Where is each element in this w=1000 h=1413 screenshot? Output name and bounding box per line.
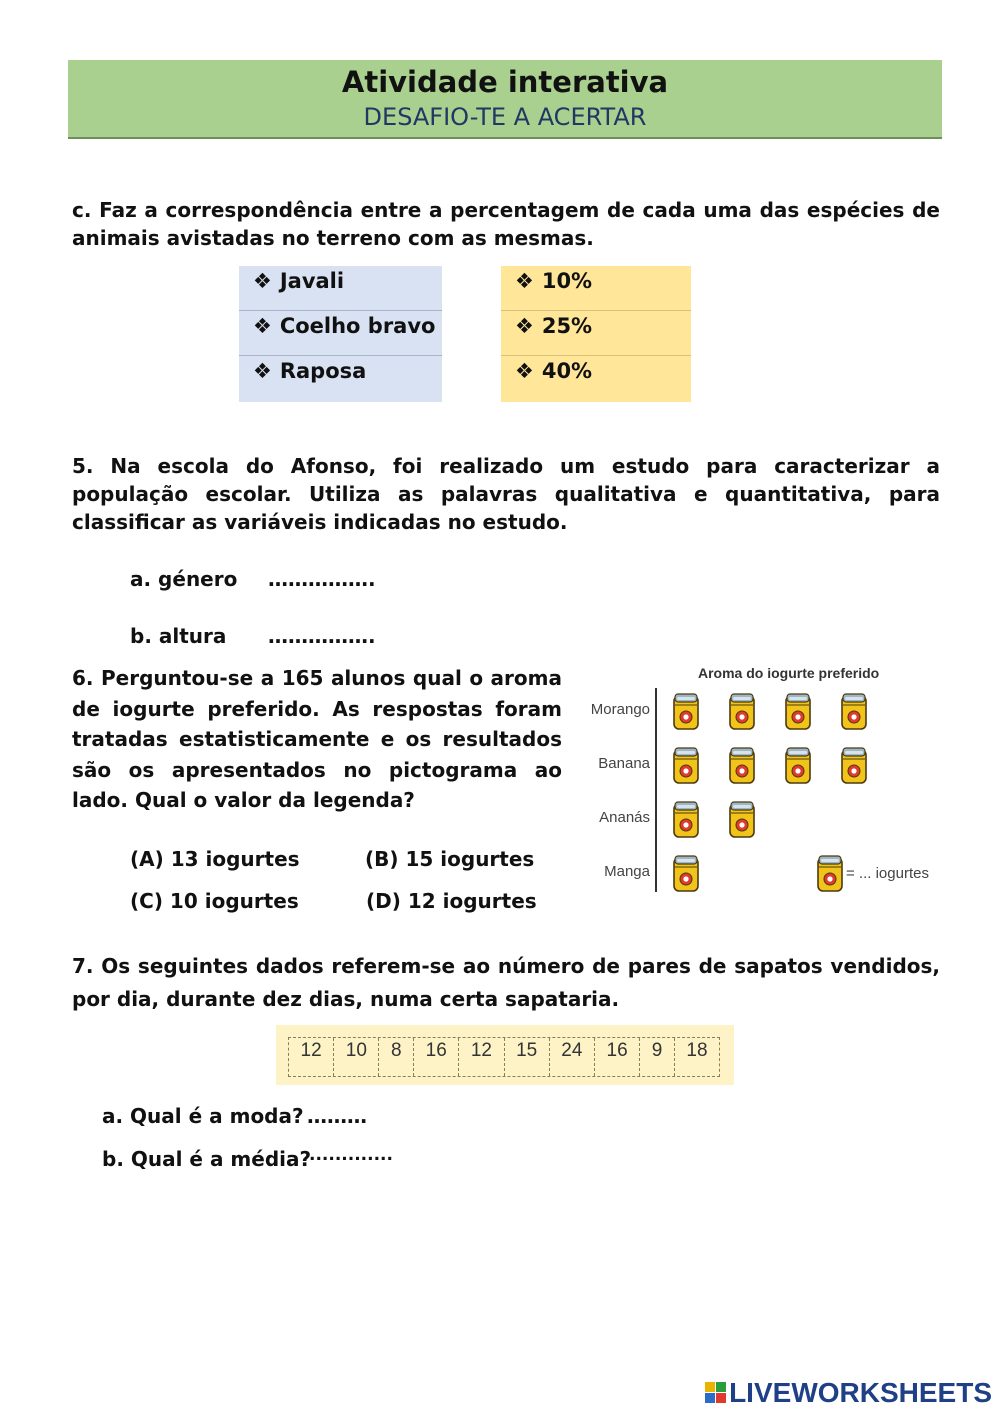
yogurt-cup-icon [784,747,812,785]
data-cell: 8 [379,1038,414,1076]
data-cell: 15 [505,1038,550,1076]
q5-answer-a[interactable]: ……………. [268,567,376,591]
q7-item-a: a. Qual é a moda? [102,1104,304,1128]
question-c-text: c. Faz a correspondência entre a percentagem de cada uma das espécies de animais avistadas no terreno com as mesmas. [72,198,940,250]
question-5-text: 5. Na escola do Afonso, foi realizado um estudo para caracterizar a população escolar. Utiliza as palavras qualitativa e quantitativa, para classificar as variáveis indicadas no estudo. [72,454,940,534]
q7-answer-a[interactable]: ……… [307,1104,367,1128]
diamond-bullet-icon: ❖ [515,359,534,383]
yogurt-cup-icon [840,693,868,731]
liveworksheets-logo: LIVEWORKSHEETS [705,1377,992,1409]
chart-axis [655,688,657,892]
q5-answer-b[interactable]: ……………. [268,624,376,648]
option-d[interactable]: (D) 12 iogurtes [366,889,537,913]
yogurt-cup-icon [784,693,812,731]
category-label: Banana [598,755,650,772]
yogurt-cup-icon [728,693,756,731]
diamond-bullet-icon: ❖ [515,269,534,293]
page-title: Atividade interativa [341,65,669,99]
diamond-bullet-icon: ❖ [253,359,272,383]
data-cell: 16 [595,1038,640,1076]
q7-item-b: b. Qual é a média? [102,1147,312,1171]
yogurt-cup-icon [840,747,868,785]
page-subtitle: DESAFIO-TE A ACERTAR [363,103,647,131]
q5-item-a: a. género [130,567,238,591]
yogurt-cup-icon [728,747,756,785]
yogurt-cup-icon [672,747,700,785]
question-7-text: 7. Os seguintes dados referem-se ao número de pares de sapatos vendidos, por dia, durante dez dias, numa certa sapataria. [72,954,940,1011]
yogurt-cup-icon [672,693,700,731]
data-cell: 9 [640,1038,675,1076]
data-table [276,1025,734,1085]
animal-item[interactable]: ❖ Coelho bravo [239,311,442,356]
category-label: Ananás [599,809,650,826]
pictogram-chart [580,660,950,900]
diamond-bullet-icon: ❖ [515,314,534,338]
yogurt-cup-icon [672,801,700,839]
category-label: Morango [590,701,650,718]
q5-item-b: b. altura [130,624,227,648]
option-a[interactable]: (A) 13 iogurtes [130,847,300,871]
q7-answer-b[interactable]: ............. [309,1145,393,1165]
yogurt-cup-icon [672,855,700,893]
data-cell: 16 [414,1038,459,1076]
data-cell: 12 [459,1038,504,1076]
data-cell: 12 [289,1038,334,1076]
diamond-bullet-icon: ❖ [253,314,272,338]
data-cell: 18 [686,1040,708,1061]
diamond-bullet-icon: ❖ [253,269,272,293]
legend-text: = ... iogurtes [846,865,929,882]
animals-column [239,266,442,402]
yogurt-cup-icon [728,801,756,839]
category-label: Manga [604,863,650,880]
question-6-text: 6. Perguntou-se a 165 alunos qual o aroma de iogurte preferido. As respostas foram tratadas estatisticamente e os resultados são os apresentados no pictograma ao lado. Qual o valor da legenda? [72,666,562,812]
header-banner [68,60,942,139]
percentage-item[interactable]: ❖ 10% [501,266,691,311]
data-cell: 24 [550,1038,595,1076]
data-row [288,1037,720,1077]
percentage-item[interactable]: ❖ 40% [515,359,593,383]
legend-yogurt-icon [816,855,844,893]
percentage-item[interactable]: ❖ 25% [501,311,691,356]
data-cell: 10 [334,1038,379,1076]
animal-item[interactable]: ❖ Raposa [253,359,367,383]
animal-item[interactable]: ❖ Javali [239,266,442,311]
chart-title: Aroma do iogurte preferido [698,665,880,681]
percentages-column [501,266,691,402]
option-c[interactable]: (C) 10 iogurtes [130,889,299,913]
liveworksheets-logo-icon [705,1382,727,1404]
option-b[interactable]: (B) 15 iogurtes [365,847,535,871]
